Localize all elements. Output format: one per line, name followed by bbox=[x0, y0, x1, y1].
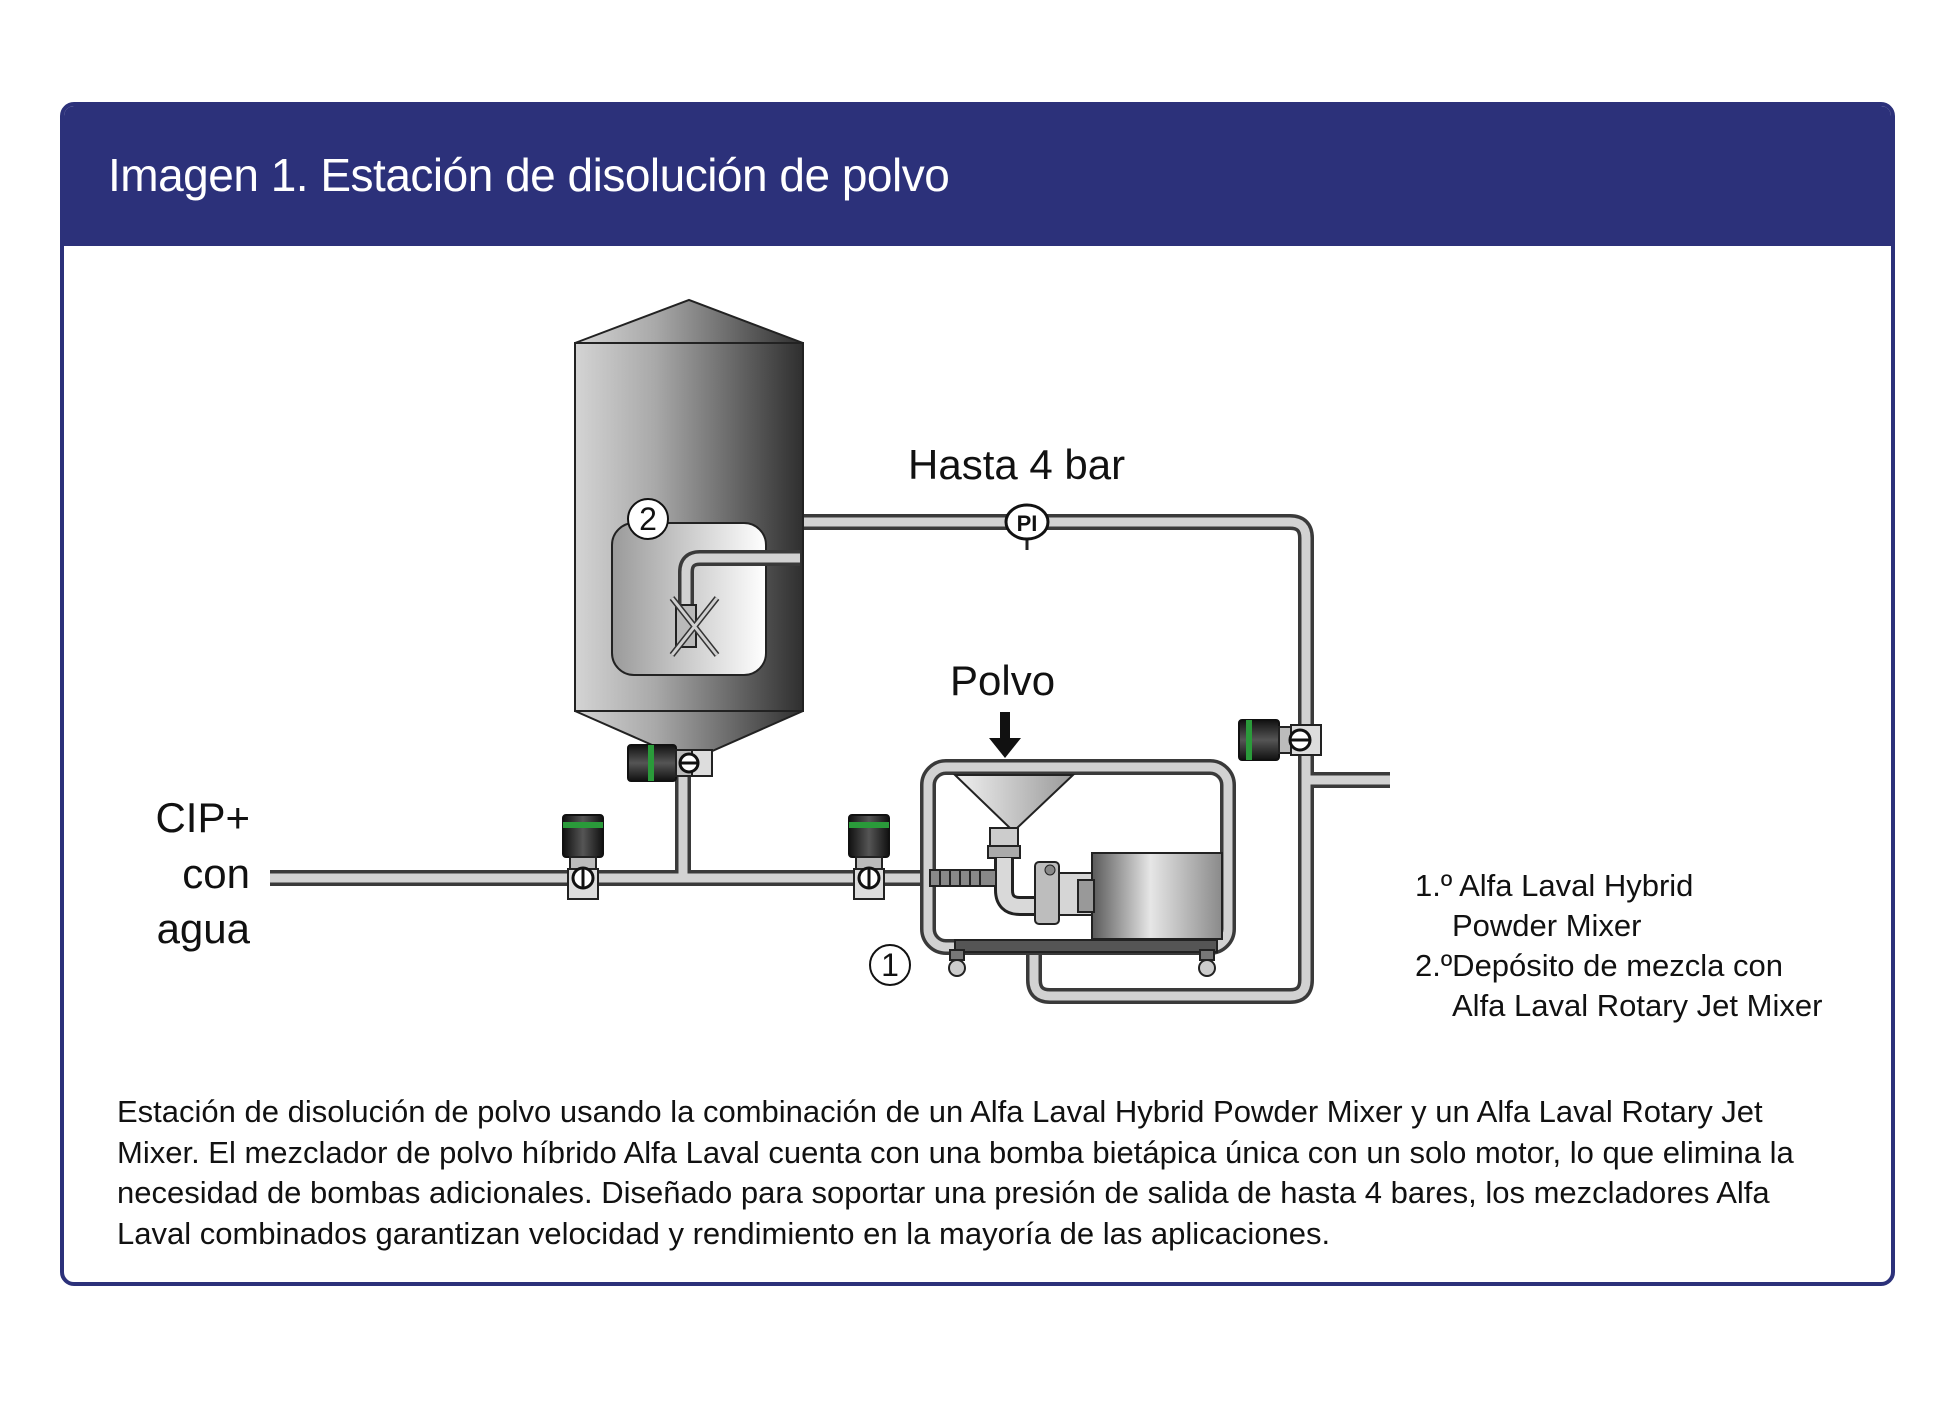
return-line-valve-icon bbox=[1239, 720, 1321, 760]
legend-item-1-line1: 1.º Alfa Laval Hybrid bbox=[1415, 868, 1694, 903]
item-2-marker: 2 bbox=[627, 498, 669, 540]
powder-label: Polvo bbox=[950, 657, 1056, 704]
inlet-valve-2-icon bbox=[849, 815, 889, 899]
legend-item-2-line1: 2.ºDepósito de mezcla con bbox=[1415, 948, 1784, 983]
hybrid-powder-mixer bbox=[928, 767, 1228, 976]
motor bbox=[1092, 853, 1222, 939]
legend-item-1-line2: Powder Mixer bbox=[1452, 908, 1642, 943]
tank-outlet-valve-icon bbox=[628, 745, 712, 781]
wheel-icon bbox=[1199, 950, 1215, 976]
inlet-label-line2: con bbox=[182, 850, 250, 897]
figure-caption: Estación de disolución de polvo usando la combinación de un Alfa Laval Hybrid Powder Mixer y un Alfa Laval Rotary Jet Mixer. El mezclador de polvo híbrido Alfa Laval cuenta con una bomba bietápica única con un solo motor, lo que elimina la necesidad de bombas adicionales. Diseñado para soportar una presión de salida de hasta 4 bares, los mezcladores Alfa Laval combinados garantizan velocidad y rendimiento en la mayoría de las aplicaciones. bbox=[117, 1094, 1794, 1251]
inlet-valve-1-icon bbox=[563, 815, 603, 899]
pressure-label: Hasta 4 bar bbox=[908, 441, 1126, 488]
pressure-gauge-icon bbox=[1006, 505, 1048, 550]
figure-title: Imagen 1. Estación de disolución de polvo bbox=[108, 149, 950, 201]
arrow-down-icon bbox=[989, 712, 1021, 758]
inlet-label-line1: CIP+ bbox=[155, 794, 250, 841]
inlet-label-line3: agua bbox=[156, 905, 250, 952]
wheel-icon bbox=[949, 950, 965, 976]
item-1-marker: 1 bbox=[869, 944, 911, 986]
mixing-tank bbox=[575, 300, 803, 752]
legend-item-2-line2: Alfa Laval Rotary Jet Mixer bbox=[1452, 988, 1823, 1023]
gauge-label: PI bbox=[1016, 511, 1038, 536]
